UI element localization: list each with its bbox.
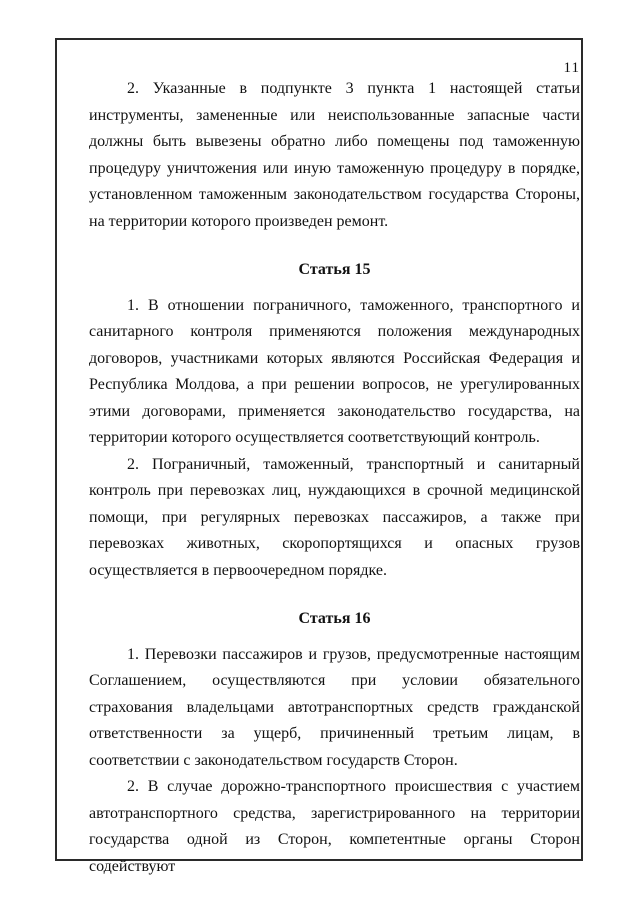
paragraph-article15-item1: 1. В отношении пограничного, таможенного, транспортного и санитарного контроля применяются положения международных договоров, участниками которых являются Российская Федерация и Республика Молдова, а при решении вопросов, не урегулированных этими договорами, применяется законодательство государства, на территории которого осуществляется соответствующий контроль. — [89, 296, 580, 446]
article-15-heading: Статья 15 — [298, 261, 371, 278]
page-number: 11 — [563, 60, 580, 76]
paragraph-article14-item2: 2. Указанные в подпункте 3 пункта 1 настоящей статьи инструменты, замененные или неиспользованные запасные части должны быть вывезены обратно либо помещены под таможенную процедуру уничтожения или иную таможенную процедуру в порядке, установленном таможенным законодательством государства Стороны, на территории которого произведен ремонт. — [89, 80, 580, 230]
paragraph-article15-item2: 2. Пограничный, таможенный, транспортный и санитарный контроль при перевозках лиц, нуждающихся в срочной медицинской помощи, при регулярных перевозках пассажиров, а также при перевозках животных, скоропортящихся и опасных грузов осуществляется в первоочередном порядке. — [89, 455, 580, 579]
paragraph-article16-item2: 2. В случае дорожно-транспортного происшествия с участием автотранспортного средства, зарегистрированного на территории государства одной из Сторон, компетентные органы Сторон содействуют — [89, 778, 580, 875]
paragraph-article16-item1: 1. Перевозки пассажиров и грузов, предусмотренные настоящим Соглашением, осуществляются при условии обязательного страхования владельцами автотранспортных средств гражданской ответственности за ущерб, причиненный третьим лицам, в соответствии с законодательством государств Сторон. — [89, 645, 580, 769]
document-body — [89, 76, 580, 880]
article-16-heading: Статья 16 — [298, 610, 371, 627]
